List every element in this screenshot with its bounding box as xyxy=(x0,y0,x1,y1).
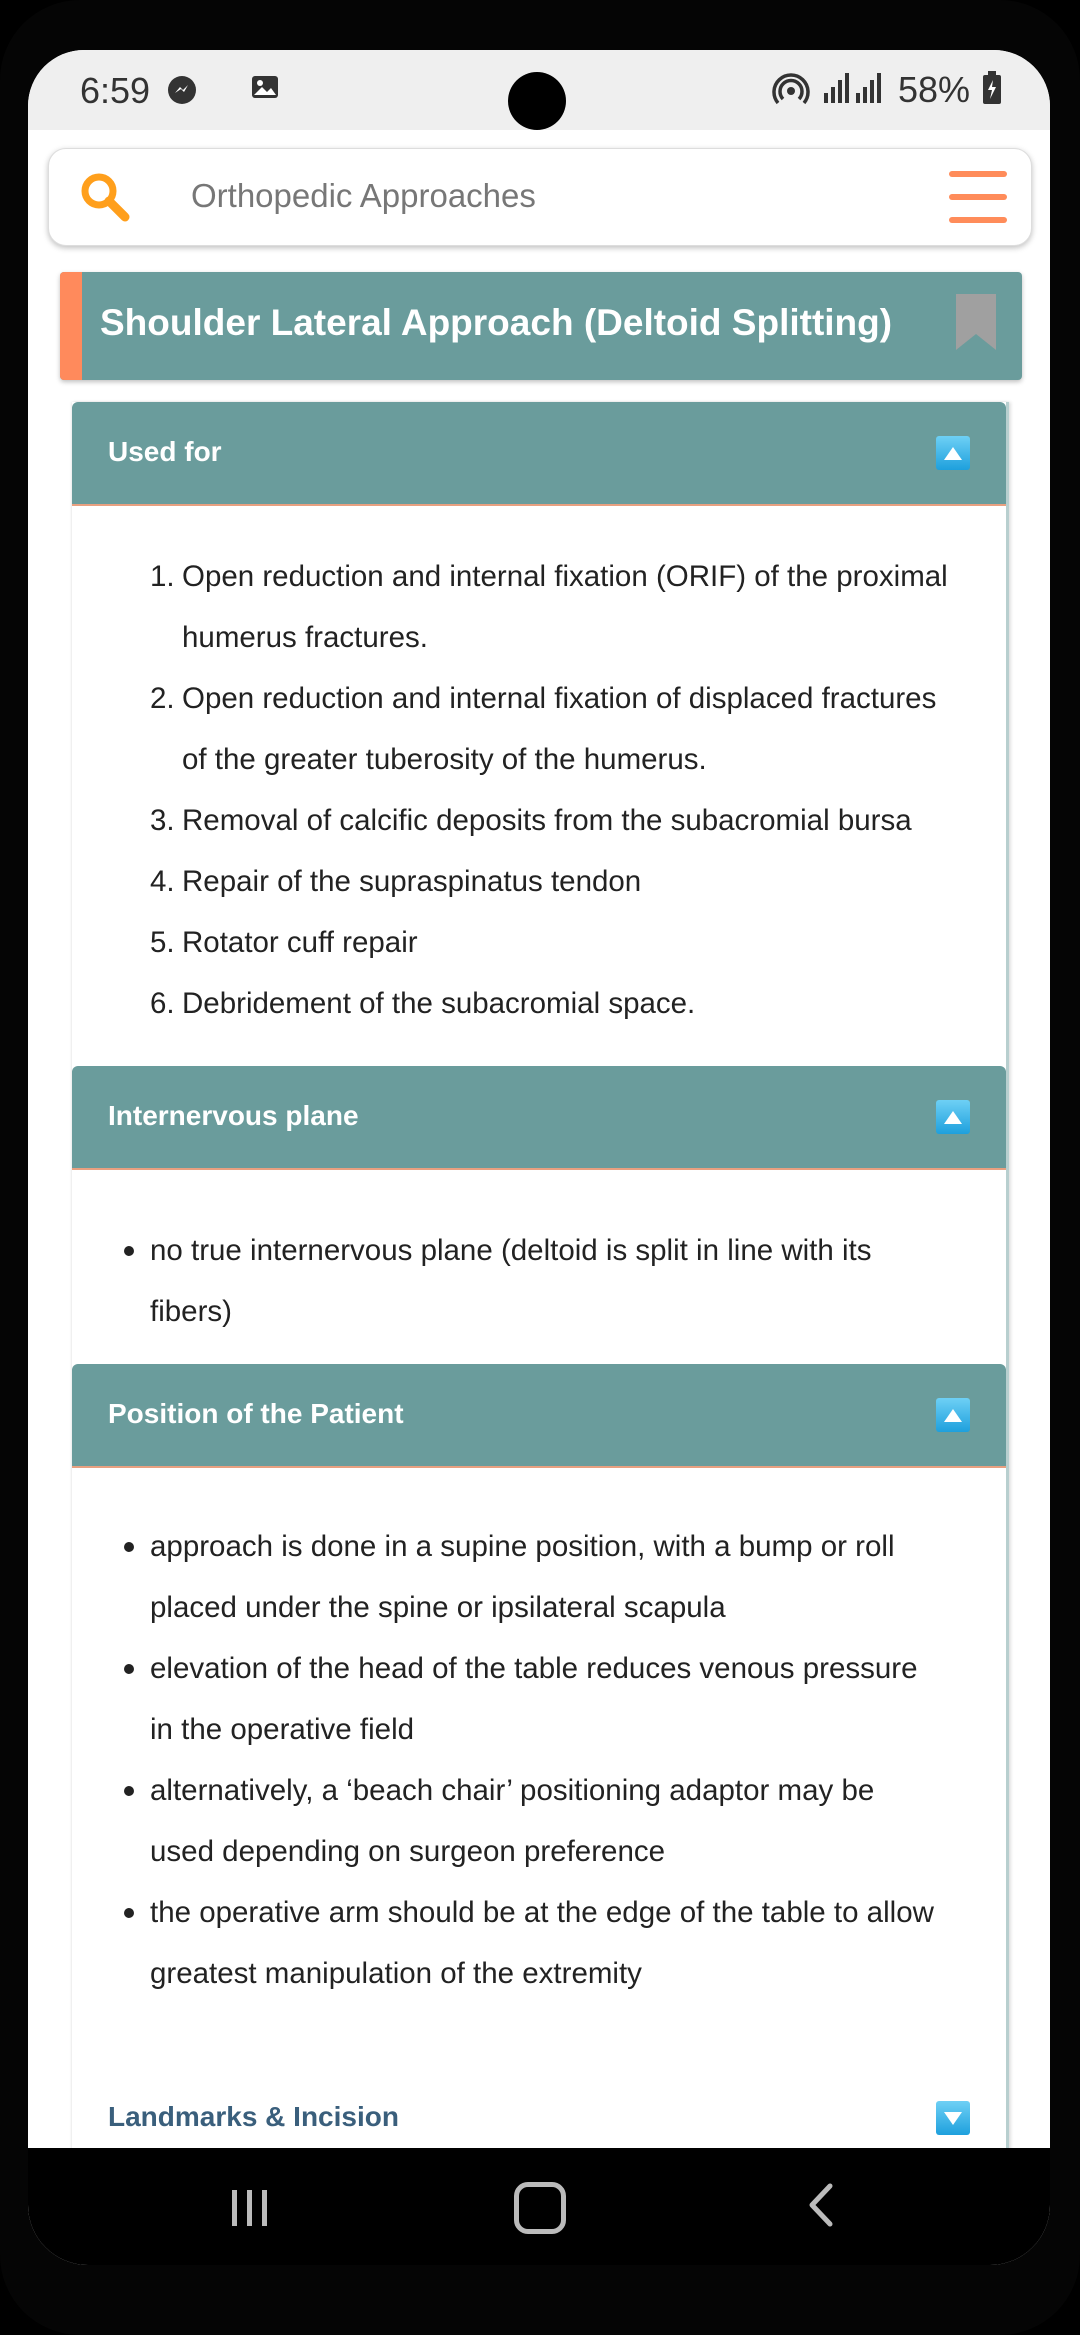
status-bar xyxy=(28,50,1050,130)
search-bar[interactable] xyxy=(48,148,1032,246)
nav-recent-icon[interactable] xyxy=(228,2186,272,2235)
battery-percent: 58% xyxy=(897,69,970,110)
collapse-icon[interactable] xyxy=(936,1100,970,1134)
nav-home-icon[interactable] xyxy=(514,2182,566,2234)
list-item: 3. Removal of calcific deposits from the subacromial bursa xyxy=(150,804,912,837)
collapse-icon[interactable] xyxy=(936,436,970,470)
used-for-list xyxy=(150,546,982,1034)
list-item: 2. Open reduction and internal fixation of displaced fractures of the greater tuberosity of the humerus. xyxy=(150,682,937,776)
list-item: 1. Open reduction and internal fixation (ORIF) of the proximal humerus fractures. xyxy=(150,560,948,654)
section-header-internervous-plane[interactable] xyxy=(72,1066,1006,1170)
position-list xyxy=(150,1516,990,2004)
front-camera xyxy=(508,72,566,130)
signal-icon xyxy=(822,71,886,110)
list-item: alternatively, a ‘beach chair’ positioning adaptor may be used depending on surgeon preference xyxy=(150,1760,990,1882)
messenger-icon xyxy=(168,76,196,104)
status-time: 6:59 xyxy=(80,70,151,111)
search-icon[interactable] xyxy=(79,171,131,228)
nav-back-icon[interactable] xyxy=(806,2182,836,2233)
system-nav-bar xyxy=(28,2148,1050,2265)
collapse-icon[interactable] xyxy=(936,1398,970,1432)
section-title: Position of the Patient xyxy=(108,1398,404,1429)
list-item: 6. Debridement of the subacromial space. xyxy=(150,987,696,1020)
list-item: 5. Rotator cuff repair xyxy=(150,926,418,959)
list-item: approach is done in a supine position, with a bump or roll placed under the spine or ipsilateral scapula xyxy=(150,1516,990,1638)
list-item: 4. Repair of the supraspinatus tendon xyxy=(150,865,642,898)
list-item: no true internervous plane (deltoid is split in line with its fibers) xyxy=(150,1220,980,1342)
hotspot-icon xyxy=(772,69,810,112)
battery-icon xyxy=(982,71,1002,110)
section-header-used-for[interactable] xyxy=(72,402,1006,506)
page-title: Shoulder Lateral Approach (Deltoid Splitting) xyxy=(100,302,893,343)
bookmark-icon[interactable] xyxy=(954,292,998,357)
list-item: elevation of the head of the table reduces venous pressure in the operative field xyxy=(150,1638,990,1760)
menu-icon[interactable] xyxy=(949,171,1007,223)
section-title: Landmarks & Incision xyxy=(108,2101,399,2132)
section-title: Used for xyxy=(108,436,222,467)
page-title-bar xyxy=(60,272,1022,380)
screen xyxy=(28,50,1050,2265)
search-input[interactable]: Orthopedic Approaches xyxy=(191,177,536,214)
list-item: the operative arm should be at the edge of the table to allow greatest manipulation of the extremity xyxy=(150,1882,990,2004)
gallery-icon xyxy=(250,72,280,102)
status-right xyxy=(772,68,1002,112)
section-header-position[interactable] xyxy=(72,1364,1006,1468)
title-accent xyxy=(60,272,82,380)
expand-icon[interactable] xyxy=(936,2101,970,2135)
section-title: Internervous plane xyxy=(108,1100,359,1131)
internervous-list xyxy=(150,1220,980,1342)
content-card xyxy=(72,402,1009,2232)
